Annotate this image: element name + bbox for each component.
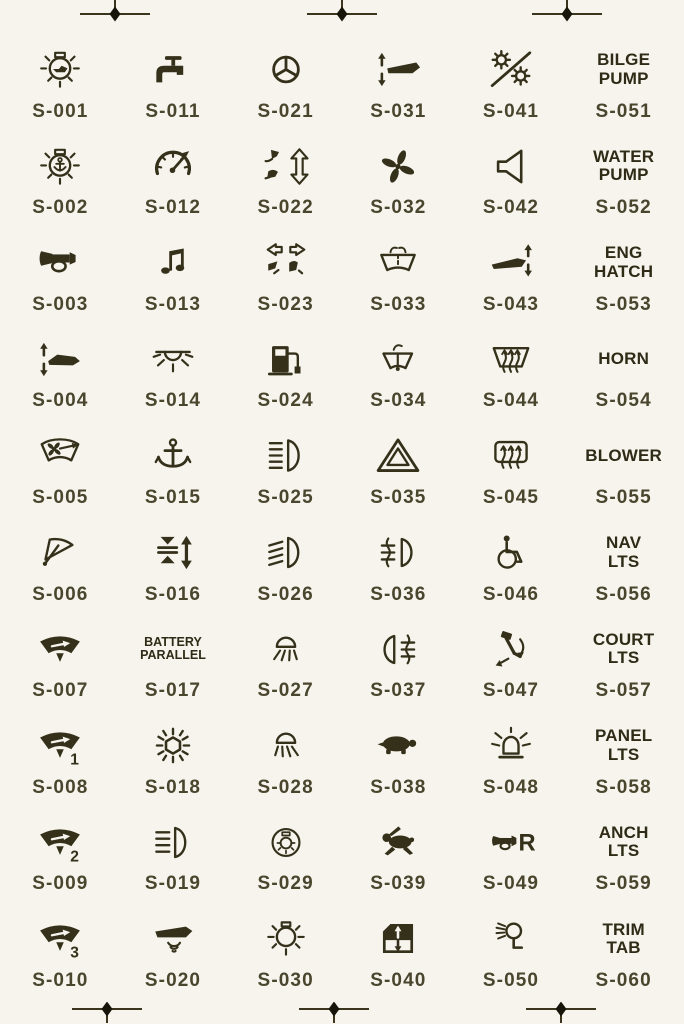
boat-plane-icon (372, 42, 424, 98)
symbol-cell (342, 318, 455, 415)
code-label: S-037 (370, 680, 427, 702)
code-label: S-040 (370, 969, 427, 991)
code-label: S-033 (370, 293, 427, 315)
gauge-icon (147, 138, 199, 194)
fan-icon (372, 138, 424, 194)
code-label: S-016 (144, 583, 202, 605)
symbol-cell (117, 801, 230, 898)
code-label: S-003 (32, 293, 89, 315)
boat-arrows-right-icon (485, 235, 537, 291)
code-label: S-052 (595, 197, 652, 219)
symbol-cell (229, 801, 342, 898)
wiper-icon (34, 525, 86, 581)
symbol-cell (342, 608, 455, 705)
wheelchair-icon (485, 525, 537, 581)
code-label: S-057 (595, 680, 652, 702)
code-label: S-049 (482, 873, 540, 895)
code-label: S-013 (144, 293, 202, 315)
symbol-grid (4, 28, 680, 994)
code-label: S-034 (370, 390, 427, 412)
symbol-cell (229, 318, 342, 415)
symbol-cell (567, 801, 680, 898)
symbol-cell (117, 897, 230, 994)
symbol-cell (455, 318, 568, 415)
hatch-updown-icon (372, 911, 424, 967)
symbol-cell (455, 897, 568, 994)
text-symbol-line: PARALLEL (140, 648, 206, 663)
text-symbol-line: PANEL (594, 726, 653, 746)
symbol-cell (117, 414, 230, 511)
text-symbol-line: WATER (593, 146, 655, 166)
defrost-rect-icon (485, 428, 537, 484)
text-symbol-line: ENG (604, 243, 643, 263)
symbol-cell (567, 704, 680, 801)
symbol-cell (117, 318, 230, 415)
symbol-cell (229, 28, 342, 125)
wiper-washer-icon (34, 621, 86, 677)
symbol-cell (229, 511, 342, 608)
symbol-cell (117, 125, 230, 222)
code-label: S-056 (595, 583, 652, 605)
code-label: S-012 (144, 197, 202, 219)
svg-text:1: 1 (70, 751, 80, 768)
outdrive-arrows-icon (485, 621, 537, 677)
symbol-cell (342, 125, 455, 222)
symbol-cell (117, 28, 230, 125)
symbol-cell (4, 801, 117, 898)
spotlight-icon (485, 911, 537, 967)
text-symbol-line: ANCH (598, 823, 649, 843)
outdrive-tilt-icon (260, 138, 312, 194)
code-label: S-010 (32, 969, 89, 991)
text-symbol-line: HORN (598, 349, 650, 369)
symbol-cell (4, 221, 117, 318)
code-label: S-047 (482, 680, 540, 702)
symbol-cell (567, 511, 680, 608)
outdrive-lr-icon (260, 235, 312, 291)
symbol-cell (342, 704, 455, 801)
code-label: S-011 (145, 100, 201, 122)
symbol-cell (567, 221, 680, 318)
text-symbol (598, 331, 649, 387)
symbol-cell (455, 511, 568, 608)
washer-dual-icon (372, 235, 424, 291)
code-label: S-050 (482, 969, 540, 991)
code-label: S-054 (595, 390, 652, 412)
text-symbol (599, 814, 649, 870)
symbol-cell (4, 704, 117, 801)
code-label: S-055 (595, 486, 652, 508)
registration-mark-icon (72, 994, 142, 1024)
code-label: S-035 (370, 486, 427, 508)
text-symbol (595, 718, 652, 774)
text-symbol-line: TAB (606, 937, 641, 957)
symbol-cell (455, 608, 568, 705)
symbol-cell (455, 125, 568, 222)
symbol-cell (567, 897, 680, 994)
text-symbol-line: TRIM (602, 919, 645, 939)
code-label: S-028 (257, 776, 314, 798)
code-label: S-048 (482, 776, 540, 798)
text-symbol-line: LTS (607, 841, 640, 861)
symbol-cell (4, 511, 117, 608)
code-label: S-036 (370, 583, 427, 605)
symbol-cell (4, 897, 117, 994)
code-label: S-041 (482, 100, 540, 122)
light-down-left-icon (260, 621, 312, 677)
text-symbol (593, 621, 654, 677)
code-label: S-022 (257, 197, 314, 219)
rabbit-icon (372, 814, 424, 870)
text-symbol-line: BATTERY (144, 635, 202, 650)
symbol-cell (4, 318, 117, 415)
text-symbol (585, 428, 662, 484)
symbol-cell (229, 897, 342, 994)
horn-r-icon (485, 814, 537, 870)
symbol-cell (4, 608, 117, 705)
code-label: S-039 (370, 873, 427, 895)
bulb-rays-icon (260, 911, 312, 967)
symbol-cell (229, 704, 342, 801)
code-label: S-008 (32, 776, 89, 798)
code-label: S-024 (257, 390, 314, 412)
registration-mark-icon (307, 0, 377, 29)
code-label: S-006 (32, 583, 89, 605)
code-label: S-001 (32, 100, 89, 122)
code-label: S-031 (370, 100, 427, 122)
svg-text:3: 3 (70, 944, 80, 961)
windshield-fan-icon (34, 428, 86, 484)
compress-updown-icon (147, 525, 199, 581)
text-symbol (602, 911, 644, 967)
code-label: S-059 (595, 873, 652, 895)
symbol-cell (342, 221, 455, 318)
text-symbol (597, 42, 650, 98)
wiper-washer-icon (34, 911, 86, 967)
code-label: S-005 (32, 486, 89, 508)
symbol-cell (567, 608, 680, 705)
sun-hex-icon (147, 718, 199, 774)
code-label: S-018 (144, 776, 202, 798)
beam-high-5-icon (260, 428, 312, 484)
symbol-cell (117, 511, 230, 608)
code-label: S-019 (144, 873, 202, 895)
registration-mark-icon (299, 994, 369, 1024)
code-label: S-023 (257, 293, 314, 315)
code-label: S-046 (482, 583, 540, 605)
code-label: S-025 (257, 486, 314, 508)
depth-sounder-icon (147, 911, 199, 967)
svg-text:2: 2 (70, 848, 80, 864)
fog-front-icon (372, 525, 424, 581)
text-symbol-line: NAV (606, 533, 642, 553)
symbol-cell (342, 801, 455, 898)
fuel-icon (260, 331, 312, 387)
code-label: S-021 (257, 100, 314, 122)
symbol-cell (342, 414, 455, 511)
symbol-cell (567, 28, 680, 125)
symbol-cell (229, 125, 342, 222)
code-label: S-051 (595, 100, 652, 122)
symbol-cell (455, 704, 568, 801)
symbol-cell (342, 897, 455, 994)
code-label: S-015 (144, 486, 202, 508)
turtle-icon (372, 718, 424, 774)
code-label: S-032 (370, 197, 427, 219)
boat-up-down-icon (34, 331, 86, 387)
text-symbol-line: PUMP (598, 165, 649, 185)
symbol-cell (4, 414, 117, 511)
bulb-in-circle-icon (260, 814, 312, 870)
code-label: S-004 (32, 390, 89, 412)
hazard-icon (372, 428, 424, 484)
code-label: S-043 (482, 293, 540, 315)
symbol-cell (455, 221, 568, 318)
code-label: S-045 (482, 486, 540, 508)
code-label: S-029 (257, 873, 314, 895)
code-label: S-020 (144, 969, 202, 991)
code-label: S-014 (144, 390, 202, 412)
registration-mark-icon (532, 0, 602, 29)
text-symbol-line: LTS (607, 648, 640, 668)
registration-mark-icon (80, 0, 150, 29)
symbol-cell (229, 608, 342, 705)
code-label: S-060 (595, 969, 652, 991)
text-symbol-line: LTS (607, 744, 640, 764)
symbol-cell (229, 414, 342, 511)
bulb-anchor-icon (34, 138, 86, 194)
code-label: S-058 (595, 776, 652, 798)
washer-single-icon (372, 331, 424, 387)
bulb-boat-icon (34, 42, 86, 98)
code-label: S-009 (32, 873, 89, 895)
text-symbol-line: BILGE (597, 50, 651, 70)
dome-light-icon (147, 331, 199, 387)
text-symbol (140, 621, 206, 677)
symbol-cell (342, 511, 455, 608)
anchor-icon (147, 428, 199, 484)
code-label: S-053 (595, 293, 652, 315)
registration-mark-icon (526, 994, 596, 1024)
symbol-cell (4, 125, 117, 222)
music-icon (147, 235, 199, 291)
fog-rear-icon (372, 621, 424, 677)
symbol-cell (4, 28, 117, 125)
text-symbol (594, 235, 653, 291)
svg-text:R: R (518, 830, 536, 857)
symbol-cell (455, 801, 568, 898)
wiper-washer-icon (34, 718, 86, 774)
code-label: S-030 (257, 969, 314, 991)
symbol-cell (342, 28, 455, 125)
beam-high-4-icon (147, 814, 199, 870)
text-symbol-line: HATCH (594, 261, 654, 281)
symbol-cell (455, 28, 568, 125)
wiper-washer-icon (34, 814, 86, 870)
symbol-cell (117, 608, 230, 705)
symbol-cell (567, 318, 680, 415)
symbol-cell (567, 414, 680, 511)
symbol-cell (117, 704, 230, 801)
symbol-cell (117, 221, 230, 318)
code-label: S-002 (32, 197, 89, 219)
text-symbol-line: COURT (592, 629, 655, 649)
code-label: S-042 (482, 197, 540, 219)
horn-icon (34, 235, 86, 291)
faucet-icon (147, 42, 199, 98)
light-down-right-icon (260, 718, 312, 774)
text-symbol-line: PUMP (598, 68, 649, 88)
symbol-cell (567, 125, 680, 222)
code-label: S-026 (257, 583, 314, 605)
speaker-icon (485, 138, 537, 194)
code-label: S-027 (257, 680, 314, 702)
helm-icon (260, 42, 312, 98)
code-label: S-038 (370, 776, 427, 798)
symbol-cell (229, 221, 342, 318)
dim-bright-icon (485, 42, 537, 98)
text-symbol (606, 525, 641, 581)
beacon-icon (485, 718, 537, 774)
code-label: S-044 (482, 390, 540, 412)
text-symbol-line: LTS (607, 551, 640, 571)
defrost-windshield-icon (485, 331, 537, 387)
text-symbol-line: BLOWER (585, 445, 663, 465)
text-symbol (593, 138, 654, 194)
beam-low-icon (260, 525, 312, 581)
code-label: S-017 (144, 680, 202, 702)
symbol-cell (455, 414, 568, 511)
code-label: S-007 (32, 680, 89, 702)
